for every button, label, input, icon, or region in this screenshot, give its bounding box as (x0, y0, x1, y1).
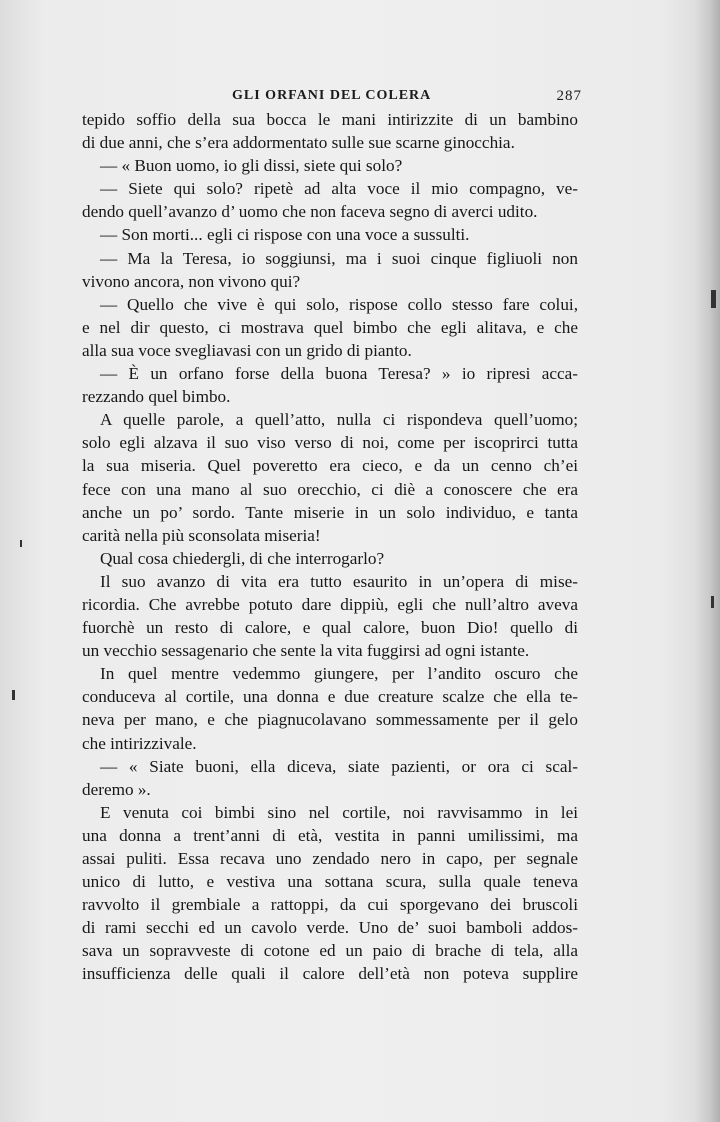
margin-speck (12, 690, 15, 700)
text-line: alla sua voce svegliavasi con un grido di pianto. (82, 340, 412, 360)
text-line: dendo quell’avanzo d’ uomo che non faceva segno di averci udito. (82, 202, 538, 222)
text-line: E venuta coi bimbi sino nel cortile, noi ravvisammo in lei (100, 802, 578, 822)
text-line: tepido soffio della sua bocca le mani intirizzite di un bambino (82, 110, 578, 129)
text-line: — « Siate buoni, ella diceva, siate pazienti, or ora ci scal- (100, 756, 578, 776)
text-line: vivono ancora, non vivono qui? (82, 271, 301, 291)
text-line: un vecchio sessagenario che sente la vita fuggirsi ad ogni istante. (82, 641, 530, 661)
text-line: assai puliti. Essa recava uno zendado nero in capo, per segnale (82, 849, 578, 868)
body-text (82, 108, 578, 986)
text-line: neva per mano, e che piagnucolavano sommessamente per il gelo (82, 710, 578, 730)
text-line: fuorchè un resto di calore, e qual calore, buon Dio! quello di (82, 618, 578, 638)
text-line: anche un po’ sordo. Tante miserie in un solo individuo, e tanta (82, 502, 578, 522)
text-line: di due anni, che s’era addormentato sulle sue scarne ginocchia. (82, 133, 515, 153)
text-line: carità nella più sconsolata miseria! (82, 525, 321, 545)
text-line: — Ma la Teresa, io soggiunsi, ma i suoi cinque figliuoli non (100, 248, 578, 268)
text-line: In quel mentre vedemmo giungere, per l’andito oscuro che (100, 664, 578, 684)
text-line: fece con una mano al suo orecchio, ci diè a conoscere che era (82, 479, 578, 499)
running-header (82, 88, 582, 110)
margin-speck (20, 540, 22, 547)
binding-mark (711, 290, 716, 308)
page-number: 287 (556, 88, 582, 104)
text-line: — Son morti... egli ci rispose con una voce a sussulti. (100, 225, 470, 245)
text-line: Il suo avanzo di vita era tutto esaurito in un’opera di mise- (100, 571, 578, 591)
text-line: rezzando quel bimbo. (82, 387, 231, 407)
text-line: di rami secchi ed un cavolo verde. Uno de’ suoi bamboli addos- (82, 918, 578, 938)
page-gutter-shadow (694, 0, 720, 1122)
text-line: unico di lutto, e vestiva una sottana scura, sulla quale teneva (82, 872, 578, 892)
text-line: A quelle parole, a quell’atto, nulla ci rispondeva quell’uomo; (100, 410, 578, 430)
text-line: ravvolto il grembiale a rattoppi, da cui sporgevano dei bruscoli (82, 895, 578, 915)
text-line: deremo ». (82, 779, 151, 799)
text-line: — È un orfano forse della buona Teresa? » io ripresi acca- (100, 364, 578, 384)
text-line: una donna a trent’anni di età, vestita in panni umilissimi, ma (82, 825, 578, 845)
text-line: — Siete qui solo? ripetè ad alta voce il mio compagno, ve- (100, 179, 578, 199)
text-line: — « Buon uomo, io gli dissi, siete qui solo? (100, 156, 403, 176)
binding-mark (711, 596, 714, 608)
text-line: ricordia. Che avrebbe potuto dare dippiù, egli che null’altro aveva (82, 594, 578, 614)
text-line: Qual cosa chiedergli, di che interrogarlo? (100, 548, 385, 568)
text-line: solo egli alzava il suo viso verso di noi, come per iscoprirci tutta (82, 433, 578, 453)
text-line: conduceva al cortile, una donna e due creature scalze che ella te- (82, 687, 578, 707)
text-line: sava un sopravveste di cotone ed un paio di brache di tela, alla (82, 941, 578, 961)
running-title: GLI ORFANI DEL COLERA (232, 88, 432, 103)
text-line: e nel dir questo, ci mostrava quel bimbo che egli alitava, e che (82, 317, 578, 337)
text-line: che intirizzivale. (82, 733, 197, 753)
text-line: la sua miseria. Quel poveretto era cieco, e da un cenno ch’ei (82, 456, 578, 476)
text-line: — Quello che vive è qui solo, rispose collo stesso fare colui, (100, 294, 578, 314)
text-line: insufficienza delle quali il calore dell’età non poteva supplire (82, 964, 578, 984)
